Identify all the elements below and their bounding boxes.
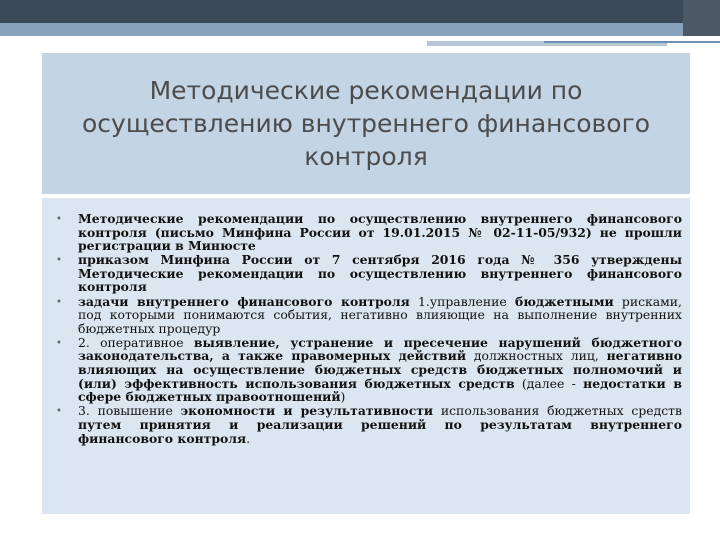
bullet-4-bold-a: выявление, устранение и пресечение нарушений бюджетного законодательства, а также правомерных действий — [78, 334, 682, 364]
bullet-3-bold-b: бюджетными — [514, 293, 614, 309]
bullet-4-text-b: должностных лиц, — [466, 348, 607, 364]
bullet-list — [52, 212, 682, 445]
bullet-5-bold-a: экономности и результативности — [180, 403, 434, 419]
bullet-4-text-c: (далее - — [514, 375, 584, 391]
bullet-4-text-a: 2. оперативное — [78, 334, 194, 350]
top-decor-bar — [0, 0, 720, 23]
bullet-icon: • — [56, 296, 62, 308]
title-panel — [42, 53, 690, 194]
slide-title: Методические рекомендации по осуществлению внутреннего финансового контроля — [81, 76, 651, 171]
decor-line-dark — [544, 41, 720, 43]
bullet-item-1 — [52, 212, 682, 253]
bullet-item-5 — [52, 404, 682, 445]
bullet-3-bold-a: задачи внутреннего финансового контроля — [78, 293, 410, 309]
bullet-4-text-d: ) — [340, 389, 346, 405]
bullet-1-bold: Методические рекомендации по осуществлению внутреннего финансового контроля (письмо Минфина России от 19.01.2015 № 02-11-05/932) не прошли регистрации в Минюсте — [78, 211, 682, 254]
bullet-5-bold-b: путем принятия и реализации решений по результатам внутреннего финансового контроля — [78, 416, 682, 446]
bullet-icon: • — [56, 255, 62, 267]
bullet-5-text-a: 3. повышение — [78, 403, 181, 419]
bullet-icon: • — [56, 214, 62, 225]
bullet-5-text-c: . — [246, 430, 251, 446]
bullet-4-bold-c: недостатки в сфере бюджетных правоотношений — [78, 375, 683, 405]
bullet-item-3 — [52, 295, 682, 336]
content-panel — [42, 198, 690, 514]
top-right-decor-block — [683, 0, 720, 36]
bullet-icon: • — [56, 337, 62, 349]
bullet-icon: • — [56, 406, 62, 418]
bullet-2-bold: приказом Минфина России от 7 сентября 2016 года № 356 утверждены Методические рекомендации по осуществлению внутреннего финансового контроля — [78, 252, 682, 295]
bullet-5-text-b: использования бюджетных средств — [433, 403, 682, 419]
bullet-3-text-b: рисками, под которыми понимаются события, негативно влияющие на выполнение внутренних бюджетных процедур — [78, 293, 682, 336]
bullet-item-2 — [52, 253, 682, 294]
bullet-item-4 — [52, 336, 682, 404]
bullet-3-text-a: 1.управление — [409, 293, 515, 309]
top-decor-accent-bar — [0, 23, 720, 36]
bullet-4-bold-b: негативно влияющих на осуществление бюджетных средств бюджетных полномочий и (или) эффективность использования бюджетных средств — [78, 348, 682, 391]
